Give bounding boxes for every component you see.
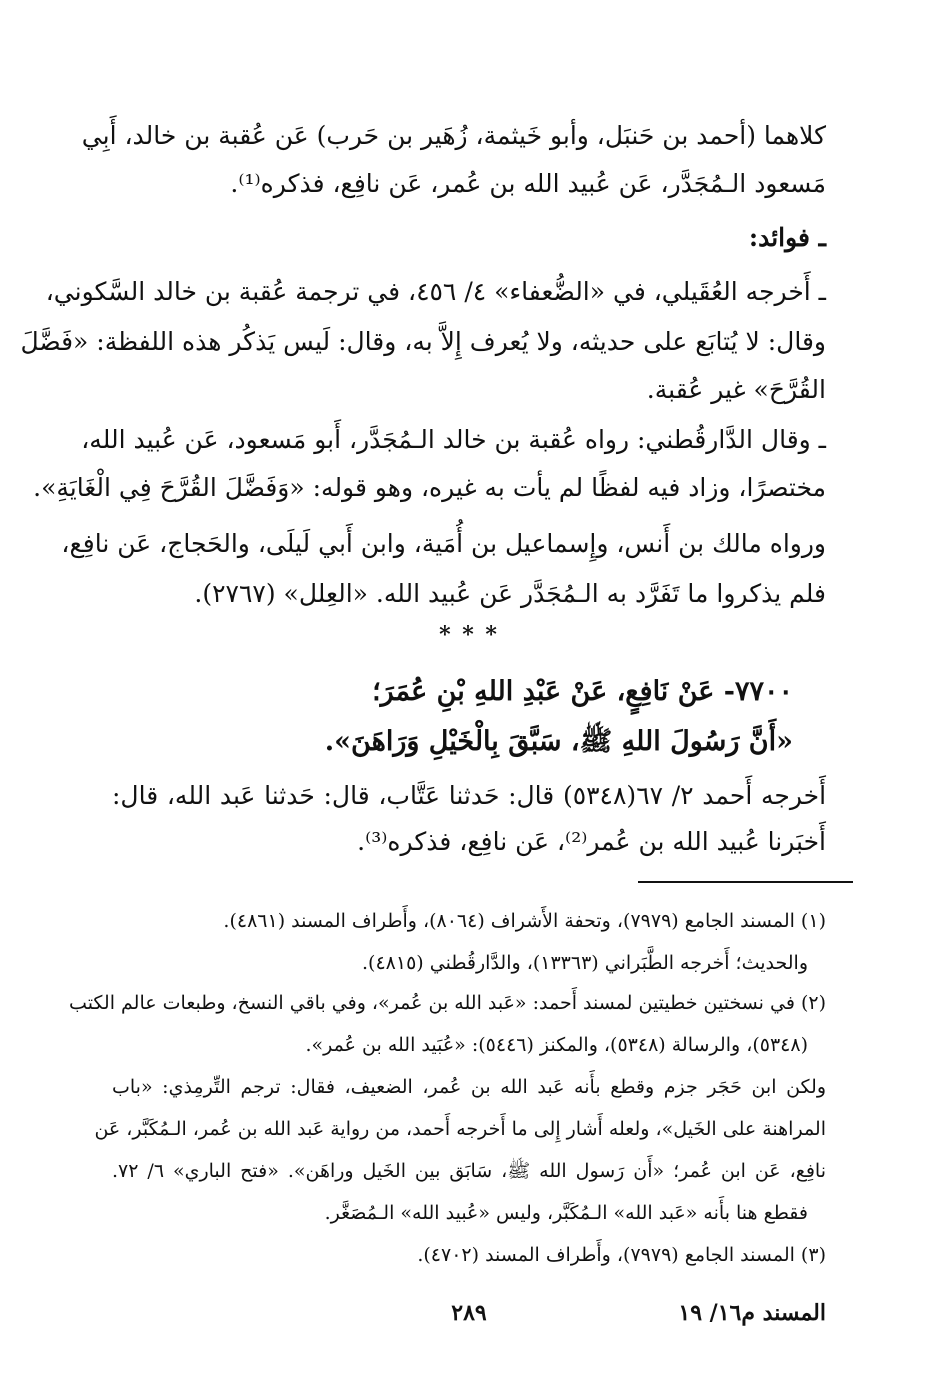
hadith-chain: ٧٧٠٠- عَنْ نَافِعٍ، عَنْ عَبْدِ اللهِ بْنِ عُمَرَ؛ bbox=[372, 676, 793, 707]
footnote-2-cont: فقطع هنا بأَنه «عَبد الله» الـمُكَبَّر، وليس «عُبيد الله» الـمُصَغَّر. bbox=[324, 1202, 808, 1224]
volume-signature: المسند م١٦/ ١٩ bbox=[678, 1300, 826, 1326]
takhrij-line: أَخبَرنا عُبيد الله بن عُمر⁽²⁾، عَن نافِع، فذكره⁽³⁾. bbox=[357, 827, 826, 856]
page-footer bbox=[112, 1300, 826, 1336]
section-heading: ـ فوائد: bbox=[748, 223, 826, 252]
body-line: كلاهما (أحمد بن حَنبَل، وأبو خَيثمة، زُهَير بن حَرب) عَن عُقبة بن خالد، أَبِي bbox=[81, 121, 826, 150]
body-line: ورواه مالك بن أَنس، وإِسماعيل بن أُمَية، وابن أَبي لَيلَى، والحَجاج، عَن نافِع، bbox=[61, 529, 826, 558]
footnote-2-cont: ولكن ابن حَجَر جزم وقطع بأَنه عَبد الله بن عُمر، الضعيف، فقال: ترجم التِّرمِذي: «باب bbox=[112, 1076, 826, 1098]
body-line: القُرَّحَ» غير عُقبة. bbox=[646, 375, 826, 404]
footnote-2-cont: نافِع، عَن ابن عُمر؛ «أَن رَسول الله ﷺ، سَابَق بين الخَيل وراهَن». «فتح الباري» ٦/ ٧٢. bbox=[112, 1160, 826, 1182]
body-line: ـ أَخرجه العُقَيلي، في «الضُّعفاء» ٤/ ٤٥٦، في ترجمة عُقبة بن خالد السَّكوني، bbox=[45, 277, 826, 306]
footnote-2: (٢) في نسختين خطيتين لمسند أَحمد: «عَبد الله بن عُمر»، وفي باقي النسخ، وطبعات عالم الكتب bbox=[69, 992, 826, 1014]
body-line: مَسعود الـمُجَدَّر، عَن عُبيد الله بن عُمر، عَن نافِع، فذكره⁽¹⁾. bbox=[230, 169, 826, 198]
body-line: فلم يذكروا ما تَفَرَّد به الـمُجَدَّر عَن عُبيد الله. «العِلل» (٢٧٦٧). bbox=[194, 579, 826, 608]
body-line: ـ وقال الدَّارقُطني: رواه عُقبة بن خالد الـمُجَدَّر، أَبو مَسعود، عَن عُبيد الله، bbox=[81, 425, 826, 454]
takhrij-line: أَخرجه أَحمد ٢/ ٦٧(٥٣٤٨) قال: حَدثنا عَتَّاب، قال: حَدثنا عَبد الله، قال: bbox=[112, 781, 827, 810]
footnote-1-cont: والحديث؛ أَخرجه الطَّبَراني (١٣٣٦٣)، والدَّارقُطني (٤٨١٥). bbox=[362, 952, 808, 974]
page-number: ٢٨٩ bbox=[451, 1300, 487, 1326]
footnote-divider bbox=[638, 881, 853, 883]
footnote-1: (١) المسند الجامع (٧٩٧٩)، وتحفة الأَشراف (٨٠٦٤)، وأَطراف المسند (٤٨٦١). bbox=[223, 910, 826, 932]
section-separator: * * * bbox=[439, 622, 499, 648]
footnote-3: (٣) المسند الجامع (٧٩٧٩)، وأَطراف المسند (٤٧٠٢). bbox=[417, 1244, 826, 1266]
footnote-2-cont: المراهنة على الخَيل»، ولعله أَشار إِلى ما أَخرجه أَحمد، من رواية عَبد الله بن عُمر، الـمُكَبَّر، عَن bbox=[94, 1118, 826, 1140]
footnote-2-cont: (٥٣٤٨)، والرسالة (٥٣٤٨)، والمكنز (٥٤٤٦): «عُبَيد الله بن عُمر». bbox=[305, 1034, 808, 1056]
body-line: مختصرًا، وزاد فيه لفظًا لم يأت به غيره، وهو قوله: «وَفَضَّلَ القُرَّحَ فِي الْغَايَةِ». bbox=[33, 473, 826, 502]
hadith-text: «أَنَّ رَسُولَ اللهِ ﷺ، سَبَّقَ بِالْخَيْلِ وَرَاهَنَ». bbox=[324, 726, 793, 757]
body-line: وقال: لا يُتابَع على حديثه، ولا يُعرف إِلاَّ به، وقال: لَيس يَذكُر هذه اللفظة: «فَضَّلَ bbox=[20, 327, 826, 356]
